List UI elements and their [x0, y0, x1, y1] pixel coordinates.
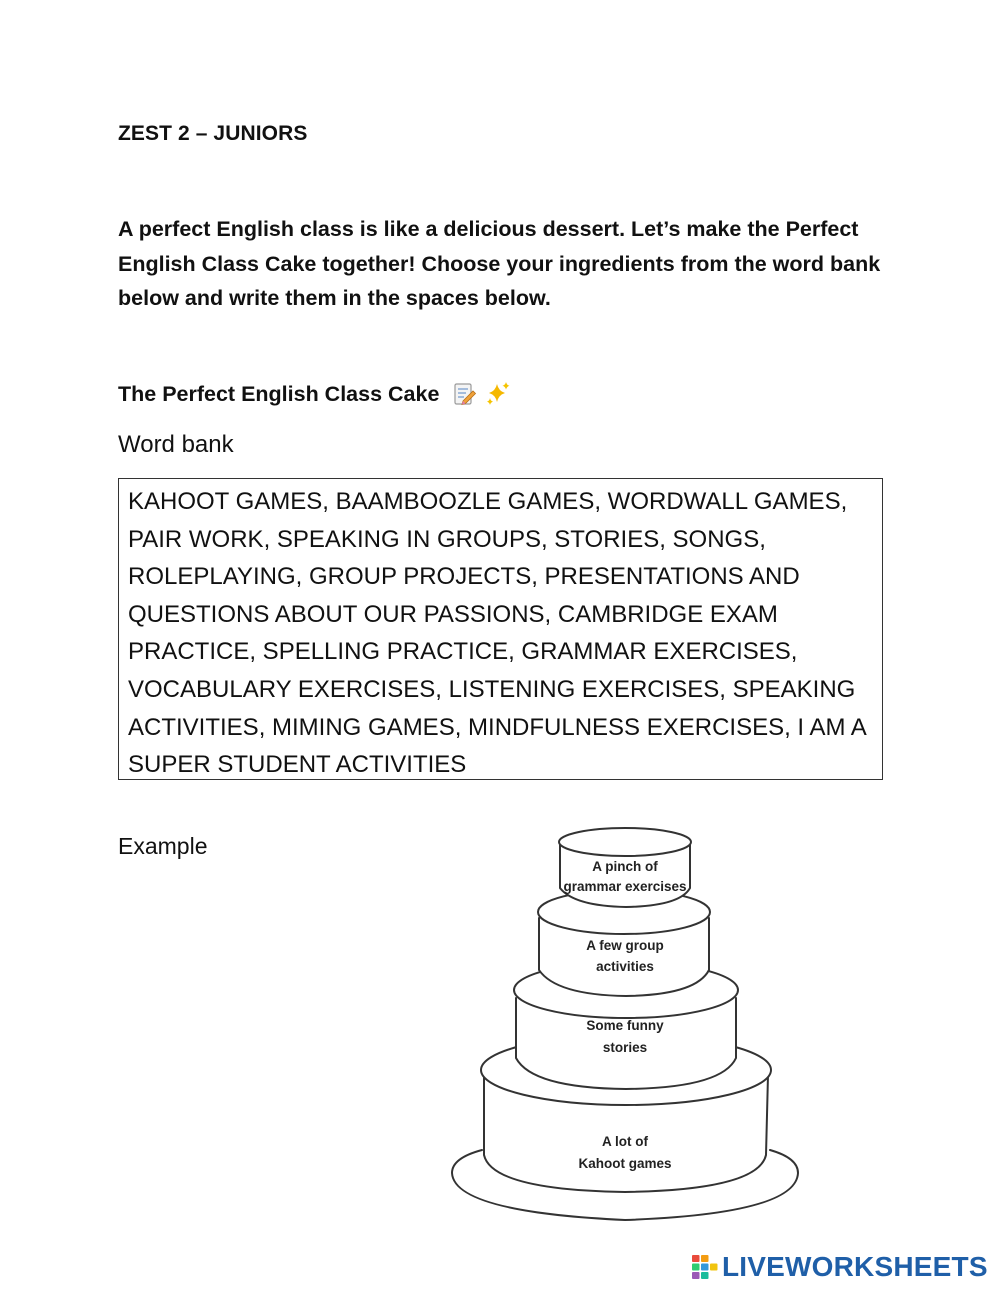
- word-bank-line: SUPER STUDENT ACTIVITIES: [128, 751, 467, 779]
- word-bank-line: KAHOOT GAMES, BAAMBOOZLE GAMES, WORDWALL GAMES,: [128, 488, 848, 515]
- tier-4-text-line1: A lot of: [602, 1134, 648, 1149]
- word-bank-line: PRACTICE, SPELLING PRACTICE, GRAMMAR EXERCISES,: [128, 638, 798, 666]
- word-bank-line: ACTIVITIES, MIMING GAMES, MINDFULNESS EXERCISES, I AM A: [128, 713, 867, 741]
- liveworksheets-logo-icon: [692, 1255, 718, 1279]
- intro-text: A perfect English class is like a delicious dessert. Let’s make the Perfect English Class Cake together! Choose your ingredients from the word bank below and write them in the spaces below.: [118, 217, 881, 310]
- cake-section-title: The Perfect English Class Cake: [118, 381, 440, 406]
- word-bank-box: [118, 478, 883, 780]
- tier-2-text-line2: activities: [596, 959, 654, 974]
- liveworksheets-logo-text: LIVEWORKSHEETS: [722, 1251, 988, 1282]
- sparkles-icon: [483, 380, 513, 408]
- tier-3-text-line1: Some funny: [586, 1018, 664, 1033]
- emoji-group: [451, 380, 513, 408]
- tier-1-text-line2: grammar exercises: [563, 879, 687, 894]
- word-bank-label: Word bank: [118, 431, 234, 458]
- tier-2-text-line1: A few group: [586, 938, 664, 953]
- word-bank-line: VOCABULARY EXERCISES, LISTENING EXERCISES, SPEAKING: [128, 675, 856, 703]
- word-bank-line: QUESTIONS ABOUT OUR PASSIONS, CAMBRIDGE EXAM: [128, 600, 778, 628]
- word-bank-line: PAIR WORK, SPEAKING IN GROUPS, STORIES, SONGS,: [128, 525, 766, 553]
- cake-section-heading: [118, 380, 513, 408]
- tier-4-text-line2: Kahoot games: [578, 1156, 672, 1171]
- memo-icon: [451, 381, 477, 407]
- example-label: Example: [118, 833, 208, 859]
- tier-1-text-line1: A pinch of: [592, 859, 658, 874]
- word-bank-line: ROLEPLAYING, GROUP PROJECTS, PRESENTATIONS AND: [128, 563, 800, 591]
- liveworksheets-logo[interactable]: [692, 1253, 988, 1281]
- worksheet-title: ZEST 2 – JUNIORS: [118, 122, 308, 145]
- cake-illustration: [440, 820, 810, 1230]
- tier-3-text-line2: stories: [602, 1040, 648, 1055]
